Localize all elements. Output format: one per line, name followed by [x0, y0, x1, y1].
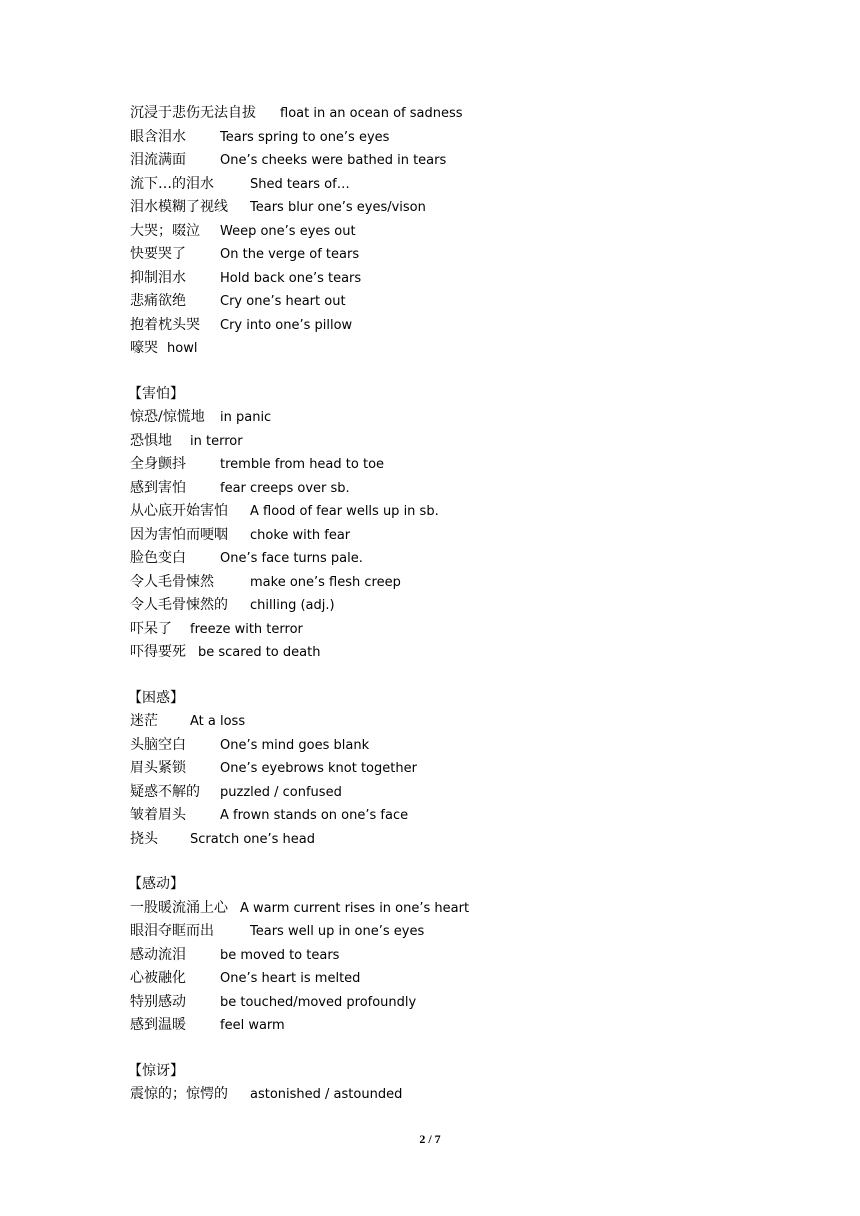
list-item [130, 314, 790, 338]
chinese-term: 挠头 [130, 830, 158, 847]
section-heading-fear: 【害怕】 [128, 385, 184, 402]
list-item [130, 290, 790, 314]
english-phrase: One’s mind goes blank [220, 737, 370, 753]
chinese-term: 震惊的；惊愕的 [130, 1086, 228, 1102]
list-item [130, 828, 790, 852]
english-phrase: Cry into one’s pillow [220, 317, 353, 333]
list-item [130, 991, 790, 1015]
english-phrase: One’s eyebrows knot together [220, 761, 417, 776]
chinese-term: 恐惧地 [130, 432, 172, 449]
chinese-term: 嚎哭 [130, 340, 158, 356]
english-phrase: chilling (adj.) [250, 598, 335, 613]
english-phrase: Tears blur one’s eyes/vison [250, 200, 426, 215]
list-item [130, 594, 790, 618]
english-phrase: Hold back one’s tears [220, 270, 362, 286]
english-phrase: freeze with terror [190, 621, 303, 637]
chinese-term: 感到害怕 [130, 479, 186, 496]
list-item [130, 196, 790, 220]
english-phrase: be touched/moved profoundly [220, 994, 417, 1010]
english-phrase: At a loss [190, 714, 246, 729]
english-phrase: be moved to tears [220, 947, 340, 963]
english-phrase: One’s cheeks were bathed in tears [220, 153, 447, 168]
list-item [130, 641, 790, 665]
chinese-term: 沉浸于悲伤无法自拔 [130, 105, 256, 121]
english-phrase: in panic [220, 410, 272, 425]
chinese-term: 吓得要死 [130, 644, 186, 660]
total-pages: 7 [434, 1132, 441, 1146]
chinese-term: 疑惑不解的 [130, 783, 200, 800]
english-phrase: tremble from head to toe [220, 457, 385, 472]
chinese-term: 吓呆了 [130, 620, 172, 637]
chinese-term: 快要哭了 [130, 246, 186, 262]
section-spacer [130, 665, 790, 687]
chinese-term: 特别感动 [130, 993, 186, 1010]
english-phrase: Cry one’s heart out [220, 294, 346, 309]
list-item [130, 967, 790, 991]
list-item [130, 500, 790, 524]
section-spacer [130, 1038, 790, 1060]
chinese-term: 心被融化 [130, 970, 186, 986]
chinese-term: 脸色变白 [130, 550, 186, 566]
list-item [130, 337, 790, 361]
chinese-term: 迷茫 [130, 713, 158, 729]
section-heading-confusion: 【困惑】 [128, 689, 184, 706]
list-item [130, 710, 790, 734]
current-page: 2 [419, 1132, 426, 1146]
english-phrase: Shed tears of… [250, 176, 350, 192]
section-spacer [130, 851, 790, 873]
list-item [130, 126, 790, 150]
english-phrase: astonished / astounded [250, 1087, 403, 1102]
chinese-term: 眼含泪水 [130, 128, 186, 145]
chinese-term: 从心底开始害怕 [130, 503, 228, 519]
chinese-term: 因为害怕而哽咽 [130, 526, 228, 543]
english-phrase: Scratch one’s head [190, 831, 316, 847]
list-item [130, 734, 790, 758]
list-item [130, 173, 790, 197]
english-phrase: Weep one’s eyes out [220, 223, 356, 239]
list-item [130, 547, 790, 571]
english-phrase: A flood of fear wells up in sb. [250, 504, 439, 519]
list-item [130, 102, 790, 126]
document-body [130, 102, 790, 1107]
list-item [130, 1014, 790, 1038]
english-phrase: make one’s flesh creep [250, 574, 401, 590]
chinese-term: 悲痛欲绝 [130, 293, 186, 309]
list-item [130, 220, 790, 244]
english-phrase: Tears well up in one’s eyes [250, 924, 425, 939]
chinese-term: 全身颤抖 [130, 456, 186, 472]
page-number [0, 1132, 860, 1147]
section-heading-moved: 【感动】 [128, 876, 184, 892]
english-phrase: puzzled / confused [220, 784, 342, 800]
english-phrase: howl [167, 341, 198, 356]
chinese-term: 一股暖流涌上心 [130, 899, 228, 916]
list-item [130, 757, 790, 781]
list-item [130, 571, 790, 595]
english-phrase: Tears spring to one’s eyes [220, 129, 390, 145]
list-item [130, 524, 790, 548]
list-item [130, 1083, 790, 1107]
english-phrase: A frown stands on one’s face [220, 808, 409, 823]
chinese-term: 抱着枕头哭 [130, 316, 200, 333]
list-item [130, 243, 790, 267]
chinese-term: 感到温暖 [130, 1017, 186, 1033]
english-phrase: feel warm [220, 1018, 285, 1033]
chinese-term: 惊恐/惊慌地 [130, 409, 205, 425]
chinese-term: 泪水模糊了视线 [130, 199, 228, 215]
chinese-term: 流下…的泪水 [130, 175, 214, 192]
page-separator: / [425, 1132, 435, 1146]
english-phrase: float in an ocean of sadness [280, 106, 463, 121]
english-phrase: A warm current rises in one’s heart [240, 900, 470, 916]
section-heading-surprise: 【惊讶】 [128, 1062, 184, 1079]
list-item [130, 944, 790, 968]
chinese-term: 感动流泪 [130, 946, 186, 963]
chinese-term: 头脑空白 [130, 736, 186, 753]
list-item [130, 804, 790, 828]
english-phrase: choke with fear [250, 527, 351, 543]
list-item [130, 618, 790, 642]
list-item [130, 430, 790, 454]
chinese-term: 泪流满面 [130, 152, 186, 168]
english-phrase: be scared to death [198, 645, 321, 660]
list-item [130, 920, 790, 944]
list-item [130, 406, 790, 430]
english-phrase: fear creeps over sb. [220, 480, 350, 496]
chinese-term: 大哭；啜泣 [130, 222, 200, 239]
chinese-term: 令人毛骨悚然 [130, 573, 214, 590]
list-item [130, 897, 790, 921]
list-item [130, 781, 790, 805]
chinese-term: 抑制泪水 [130, 269, 186, 286]
english-phrase: On the verge of tears [220, 247, 360, 262]
chinese-term: 皱着眉头 [130, 807, 186, 823]
english-phrase: One’s heart is melted [220, 971, 361, 986]
list-item [130, 267, 790, 291]
chinese-term: 眼泪夺眶而出 [130, 923, 214, 939]
chinese-term: 眉头紧锁 [130, 760, 186, 776]
list-item [130, 453, 790, 477]
chinese-term: 令人毛骨悚然的 [130, 597, 228, 613]
list-item [130, 149, 790, 173]
english-phrase: in terror [190, 433, 243, 449]
english-phrase: One’s face turns pale. [220, 551, 363, 566]
list-item [130, 477, 790, 501]
section-spacer [130, 361, 790, 383]
